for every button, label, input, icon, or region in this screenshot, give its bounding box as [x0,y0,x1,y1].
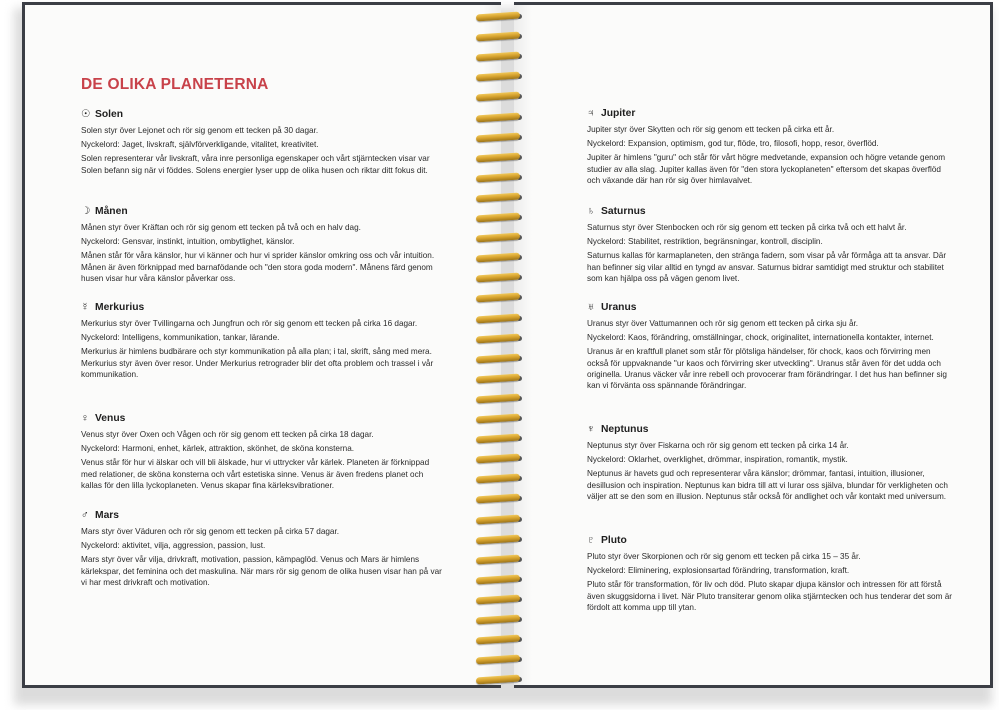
section-heading: Neptunus [601,423,649,435]
spiral-coil [476,192,522,204]
spiral-coil [476,453,522,465]
section-paragraph: Nyckelord: Eliminering, explosionsartad förändring, transformation, kraft. [587,566,850,576]
spiral-coil [476,232,522,244]
spiral-coil [476,614,522,626]
spiral-coil [476,51,522,63]
spiral-coil [476,212,522,224]
section-paragraph: Neptunus är havets gud och representerar våra känslor; drömmar, fantasi, intuition, illusioner, desillusion och inspiration. Neptunus kan bidra till att vi lurar oss själva, blundar för verkligheten och väljer att se den som en illusion. Neptunus står också för andlighet och vår kontakt med universum. [587,469,948,501]
spiral-coil [476,634,522,646]
section-venus [81,412,446,494]
section-heading: Mars [95,509,120,521]
mars-symbol-icon: ♂ [81,509,89,521]
right-page [514,2,993,688]
section-paragraph: Saturnus styr över Stenbocken och rör sig genom ett tecken på cirka två och ett halvt år. [587,223,907,232]
section-heading: Månen [95,205,128,217]
section-paragraph: Mars styr över Väduren och rör sig genom ett tecken på cirka 57 dagar. [81,527,340,536]
spiral-coil [476,71,522,83]
page-title: DE OLIKA PLANETERNA [81,76,269,93]
saturn-symbol-icon: ♄ [587,205,595,217]
uranus-symbol-icon: ♅ [587,301,595,313]
spiral-coil [476,272,522,284]
spiral-coil [476,473,522,485]
spiral-coil [476,654,522,666]
spiral-coil [476,413,522,425]
left-page [22,2,501,688]
section-paragraph: Jupiter styr över Skytten och rör sig genom ett tecken på cirka ett år. [587,125,835,134]
section-heading: Venus [95,412,126,424]
venus-symbol-icon: ♀ [81,412,89,424]
spiral-coil [476,152,522,164]
section-paragraph: Nyckelord: aktivitet, vilja, aggression, passion, lust. [81,541,266,551]
spiral-coil [476,534,522,546]
spiral-coil [476,353,522,365]
section-paragraph: Månen styr över Kräftan och rör sig genom ett tecken på två och en halv dag. [81,223,361,232]
section-paragraph: Nyckelord: Intelligens, kommunikation, tankar, lärande. [81,333,280,343]
spiral-coil [476,292,522,304]
spiral-coil [476,313,522,325]
spiral-coil [476,574,522,586]
section-paragraph: Nyckelord: Jaget, livskraft, självförverkligande, vitalitet, kreativitet. [81,140,319,150]
section-paragraph: Nyckelord: Harmoni, enhet, kärlek, attraktion, skönhet, de sköna konsterna. [81,444,355,454]
pluto-symbol-icon: ♇ [587,534,595,546]
spiral-coil [476,91,522,103]
spiral-coil [476,594,522,606]
section-paragraph: Nyckelord: Kaos, förändring, omställningar, chock, originalitet, internationella kontakter, internet. [587,333,934,343]
section-jupiter [587,107,952,189]
section-paragraph: Solen styr över Lejonet och rör sig genom ett tecken på 30 dagar. [81,126,319,135]
section-paragraph: Saturnus kallas för karmaplaneten, den stränga fadern, som visar på vår förmåga att ta ansvar. Där han befinner sig vilar alltid en tyngd av ansvar. Saturnus bidrar samtidigt med struktur och stabilitet som kan hjälpa oss på vägen genom livet. [587,251,947,283]
spiral-coil [476,393,522,405]
spiral-coil [476,333,522,345]
section-paragraph: Pluto styr över Skorpionen och rör sig genom ett tecken på cirka 15 – 35 år. [587,552,861,561]
section-merkurius [81,301,446,383]
section-paragraph: Mars styr över vår vilja, drivkraft, motivation, passion, kämpaglöd. Venus och Mars är himlens kärlekspar, det feminina och det maskulina. När mars rör sig genom de olika husen visar han på var vi har mest drivkraft och motivation. [81,555,442,587]
section-paragraph: Solen representerar vår livskraft, våra inre personliga egenskaper och vårt stjärntecken visar var Solen befann sig när vi föddes. Solens energier lyser upp de olika husen och riktar ditt fokus dit. [81,154,430,175]
neptune-symbol-icon: ♆ [587,423,595,435]
section-heading: Merkurius [95,301,145,313]
section-manen [81,205,446,287]
section-solen [81,108,446,179]
spiral-coil [476,252,522,264]
spiral-coil [476,373,522,385]
spiral-coil [476,132,522,144]
spiral-coil [476,514,522,526]
section-paragraph: Uranus styr över Vattumannen och rör sig genom ett tecken på cirka sju år. [587,319,859,328]
section-paragraph: Jupiter är himlens "guru" och står för vårt högre medvetande, expansion och högre vetande genom studier av alla slag. Jupiter kallas även för "den stora lyckoplaneten" eftersom det skapas överflöd och växande där han rör sig över himlavalvet. [587,153,946,185]
section-paragraph: Merkurius är himlens budbärare och styr kommunikation på alla plan; i tal, skrift, sång med mera. Merkurius styr även över resor. Under Merkurius retrograder blir det ofta problem och trassel i vår kommunikation. [81,347,434,379]
section-neptunus [587,423,952,505]
section-heading: Jupiter [601,107,636,119]
sun-symbol-icon: ☉ [81,108,91,120]
section-paragraph: Nyckelord: Oklarhet, overklighet, drömmar, inspiration, romantik, mystik. [587,455,848,465]
spiral-coil [476,31,522,43]
section-saturnus [587,205,952,287]
section-paragraph: Uranus är en kraftfull planet som står för plötsliga händelser, för chock, kaos och förvirring men också för uppvaknande "ur kaos och förvirring sker utveckling". Uranus står även för det udda och originella. Uranus väcker vår inre rebell och provocerar fram förändringar. I det hus han befinner sig kan vi förvänta oss spännande förändringar. [587,347,947,391]
section-paragraph: Neptunus styr över Fiskarna och rör sig genom ett tecken på cirka 14 år. [587,441,849,450]
moon-symbol-icon: ☽ [81,205,91,217]
section-paragraph: Merkurius styr över Tvillingarna och Jungfrun och rör sig genom ett tecken på cirka 16 dagar. [81,319,418,328]
section-paragraph: Månen står för våra känslor, hur vi känner och hur vi sprider känslor omkring oss och vår intuition. Månen är även förknippad med barnafödande och "den stora goda modern". Månens färd genom husen visar hur våra känslor påverkar oss. [81,251,435,283]
section-heading: Uranus [601,301,637,313]
spiral-coil [476,674,522,686]
spiral-coil [476,493,522,505]
spiral-coil [476,554,522,566]
spiral-coil [476,11,522,23]
section-uranus [587,301,952,394]
jupiter-symbol-icon: ♃ [587,107,595,119]
section-paragraph: Nyckelord: Expansion, optimism, god tur, flöde, tro, filosofi, hopp, resor, överflöd. [587,139,879,149]
section-paragraph: Venus styr över Oxen och Vågen och rör sig genom ett tecken på cirka 18 dagar. [81,430,374,439]
section-pluto [587,534,952,616]
mercury-symbol-icon: ☿ [81,301,89,313]
section-paragraph: Venus står för hur vi älskar och vill bli älskade, hur vi uttrycker vår kärlek. Planeten är förknippad med relationer, de sköna konsterna och vårt estetiska sinne. Venus är även fredens planet och kallas för den lilla lyckoplaneten. Venus skapar fina kärleksvibrationer. [81,458,430,490]
section-heading: Pluto [601,534,627,546]
section-paragraph: Pluto står för transformation, för liv och död. Pluto skapar djupa känslor och intressen för att förstå även skuggsidorna i livet. När Pluto transiterar genom olika stjärntecken och hus tenderar det som är fördolt att komma upp till ytan. [587,580,952,612]
section-heading: Saturnus [601,205,646,217]
section-paragraph: Nyckelord: Gensvar, instinkt, intuition, ombytlighet, känslor. [81,237,295,247]
spiral-coil [476,433,522,445]
section-heading: Solen [95,108,124,120]
section-paragraph: Nyckelord: Stabilitet, restriktion, begränsningar, kontroll, disciplin. [587,237,823,247]
spiral-coil [476,172,522,184]
section-mars [81,509,446,591]
spiral-coil [476,112,522,124]
